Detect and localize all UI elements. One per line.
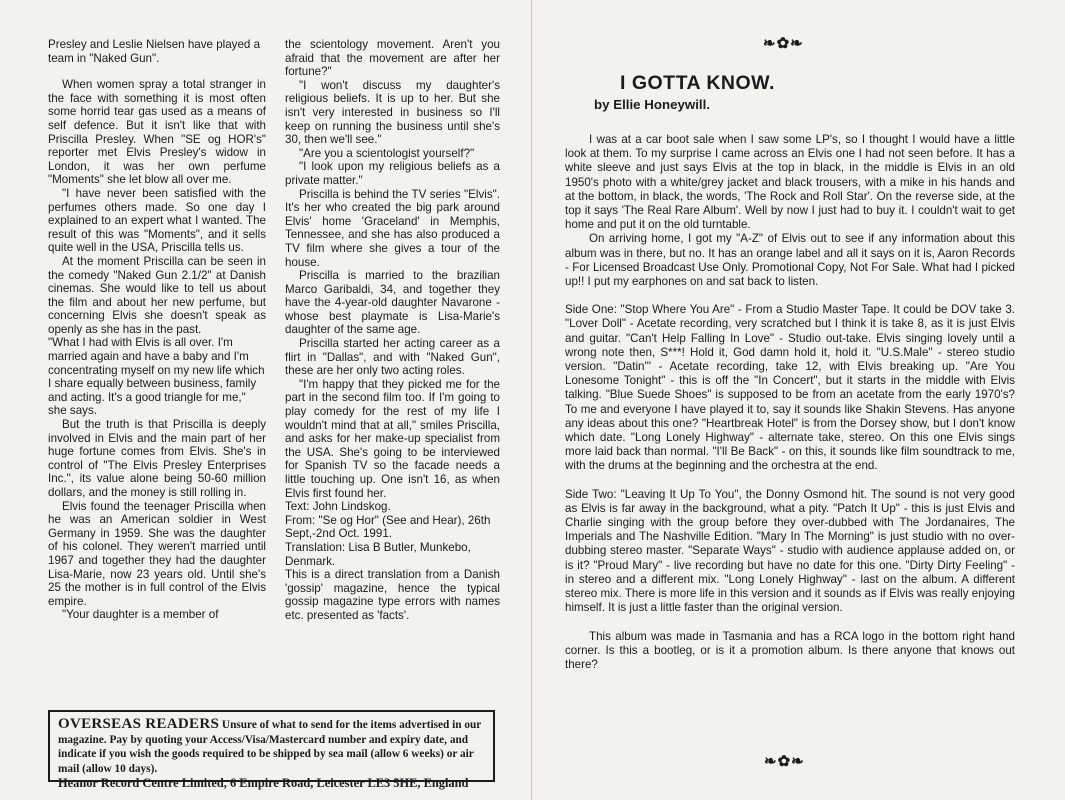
credit-text: Text: John Lindskog.: [285, 500, 391, 514]
paragraph: the scientology movement. Aren't you afraid that the movement are after her fortune?": [285, 38, 500, 79]
paragraph-side-one: Side One: "Stop Where You Are" - From a Studio Master Tape. It could be DOV take 3. "Lover Doll" - Acetate recording, very scratched but I think it is take 8, as it is just Elvis and guitar. "Can't Help Falling In Love" - Studio out-take. Elvis singing lovely until a wrong note then, S***! Hold it, God damn hold it, hold it. "U.S.Male" - stereo studio version. "Datin'" - Acetate recording, take 12, with Elvis breaking up. "Are You Lonesome Tonight" - this is off the "In Concert", but it starts in the middle with Elvis talking. "Blue Suede Shoes" is supposed to be from an acetate from the early 1970's? To me and everyone I have played it to, say it sounds like Shakin Stevens. Has anyone any ideas about this one? "Heartbreak Hotel" is from the Dorsey show, but I don't know which date. "Long Lonely Highway" - alternate take, stereo. On this one Elvis sings more laid back than normal. "I'll Be Back" - on this, it sounds like film soundtrack to me, with the drums at the beginning and the orchestra at the end.: [565, 303, 1015, 473]
editor-note: This is a direct translation from a Danish 'gossip' magazine, hence the typical gossip magazine type errors with names etc. presented as 'facts'.: [285, 568, 500, 622]
article-body: [565, 133, 1015, 672]
paragraph: Priscilla is married to the brazilian Marco Garibaldi, 34, and together they have the 4-year-old daughter Navarone - whose best playmate is Lisa-Marie's daughter of the same age.: [285, 269, 500, 337]
paragraph: I was at a car boot sale when I saw some LP's, so I thought I would have a little look at them. To my surprise I came across an Elvis one I had not seen before. It has a white sleeve and just says Elvis at the top in black, in the middle is Elvis in an old 1950's photo with a white/grey jacket and black trousers, with a mike in his hands and at the bottom, in black, the words, 'The Rock and Roll Star'. On the reverse side, at the top it says 'The Real Rare Album'. Well by now I just had to buy it. I couldn't wait to get home and put it on the old turntable.: [565, 133, 1015, 232]
paragraph: On arriving home, I got my "A-Z" of Elvis out to see if any information about this album was in there, but no. It has an orange label and all it says on it is, Aaron Records - For Licensed Broadcast Use Only. Promotional Copy, Not For Sale. What had I picked up!! I put my earphones on and sat back to listen.: [565, 232, 1015, 289]
article-column-2: [285, 38, 500, 623]
paragraph: Priscilla started her acting career as a flirt in "Dallas", and with "Naked Gun", these are her only two acting roles.: [285, 337, 500, 378]
paragraph: "Your daughter is a member of: [62, 608, 219, 622]
paragraph: "I have never been satisfied with the perfumes others made. So one day I explained to an expert what I wanted. The result of this was "Moments", and it sells quite well in the USA, Priscilla tells us.: [48, 186, 266, 255]
credit-translation: Translation: Lisa B Butler, Munkebo, Denmark.: [285, 540, 471, 568]
ornament-top-icon: ❧✿❧: [763, 35, 804, 52]
left-page: [0, 0, 532, 800]
overseas-readers-ad: [48, 710, 495, 790]
paragraph: "I'm happy that they picked me for the part in the second film too. If I'm going to play comedy for the rest of my life I wouldn't mind that at all," smiles Priscilla, and asks for her make-up specialist from the USA. She's going to be interviewed for Spanish TV so the facade needs a little touching up. One isn't 16, as when Elvis first found her.: [285, 377, 500, 500]
paragraph: "I won't discuss my daughter's religious beliefs. It is up to her. But she isn't very interested in business so I'll keep on running the business until she's 30, then we'll see.": [285, 78, 500, 147]
paragraph: At the moment Priscilla can be seen in the comedy "Naked Gun 2.1/2" at Danish cinemas. She would like to tell us about the film and about her new perfume, but concerning Elvis she doesn't speak as openly as she has in the past.: [48, 254, 266, 336]
article-column-1: [48, 38, 266, 622]
paragraph: Presley and Leslie Nielsen have played a team in "Naked Gun".: [48, 38, 261, 65]
ad-address: Heanor Record Centre Limited, 6 Empire Road, Leicester LE3 5HE, England: [58, 776, 469, 790]
article-byline: by Ellie Honeywill.: [594, 97, 711, 112]
ad-body: Unsure of what to send for the items advertised in our magazine. Pay by quoting your Access/Visa/Mastercard number and expiry date, and indicate if you wish the goods required to be shipped by sea mail (allow 6 weeks) or air mail (allow 10 days).: [58, 719, 482, 775]
credit-source: From: "Se og Hor" (See and Hear), 26th Sept,-2nd Oct. 1991.: [285, 513, 491, 541]
ornament-bottom-icon: ❧✿❧: [764, 753, 805, 770]
paragraph: "Are you a scientologist yourself?": [299, 146, 475, 160]
ad-heading: OVERSEAS READERS: [58, 716, 220, 732]
paragraph-side-two: Side Two: "Leaving It Up To You", the Donny Osmond hit. The sound is not very good as Elvis is far away in the background, what a pity. "Patch It Up" - this is just Elvis and Charlie singing with the group before they over-dubbed with The Jordanaires, The Imperials and The Nashville Edition. "Mary In The Morning" is just studio with no over-dubbing stereo master. "Separate Ways" - studio with audience applause added on, or is it? "Proud Mary" - live recording but have no date for this one. "Dirty Dirty Feeling" - in stereo and a different mix. "Long Lonely Highway" - last on the album. A different stereo mix. There is more life in this version and it sounds as if Elvis was really enjoying himself. It is just a little faster than the original version.: [565, 487, 1015, 615]
paragraph: This album was made in Tasmania and has a RCA logo in the bottom right hand corner. Is this a bootleg, or is it a promotion album. Is there anyone that knows out there?: [565, 629, 1015, 671]
paragraph: Elvis found the teenager Priscilla when he was an American soldier in West Germany in 1959. She was the daughter of his colonel. They weren't married until 1967 and together they had the daughter Lisa-Marie, now 23 years old. Until she's 25 the mother is in full control of the Elvis empire.: [48, 499, 266, 608]
paragraph: "What I had with Elvis is all over. I'm married again and have a baby and I'm concentrating myself on my new life which I share equally between business, family and acting. It's a good triangle for me," she says.: [48, 336, 265, 418]
paragraph: Priscilla is behind the TV series "Elvis". It's her who created the big park around Elvis' home 'Graceland' in Memphis, Tennessee, and she has also produced a TV film where she gives a tour of the house.: [285, 187, 500, 269]
paragraph: When women spray a total stranger in the face with something it is most often some horrid tear gas used as a means of self defence. But it isn't like that with Priscilla Presley. When "SE og HOR's" reporter met Elvis Presley's widow in London, it was her own perfume "Moments" she let blow all over me.: [48, 78, 266, 187]
paragraph: "I look upon my religious beliefs as a private matter.": [285, 160, 500, 187]
article-title: I GOTTA KNOW.: [620, 72, 775, 94]
paragraph: But the truth is that Priscilla is deeply involved in Elvis and the main part of her huge fortune comes from Elvis. She's in control of "The Elvis Presley Enterprises Inc.", its value alone being 50-60 million dollars, and the money is still rolling in.: [48, 418, 266, 499]
